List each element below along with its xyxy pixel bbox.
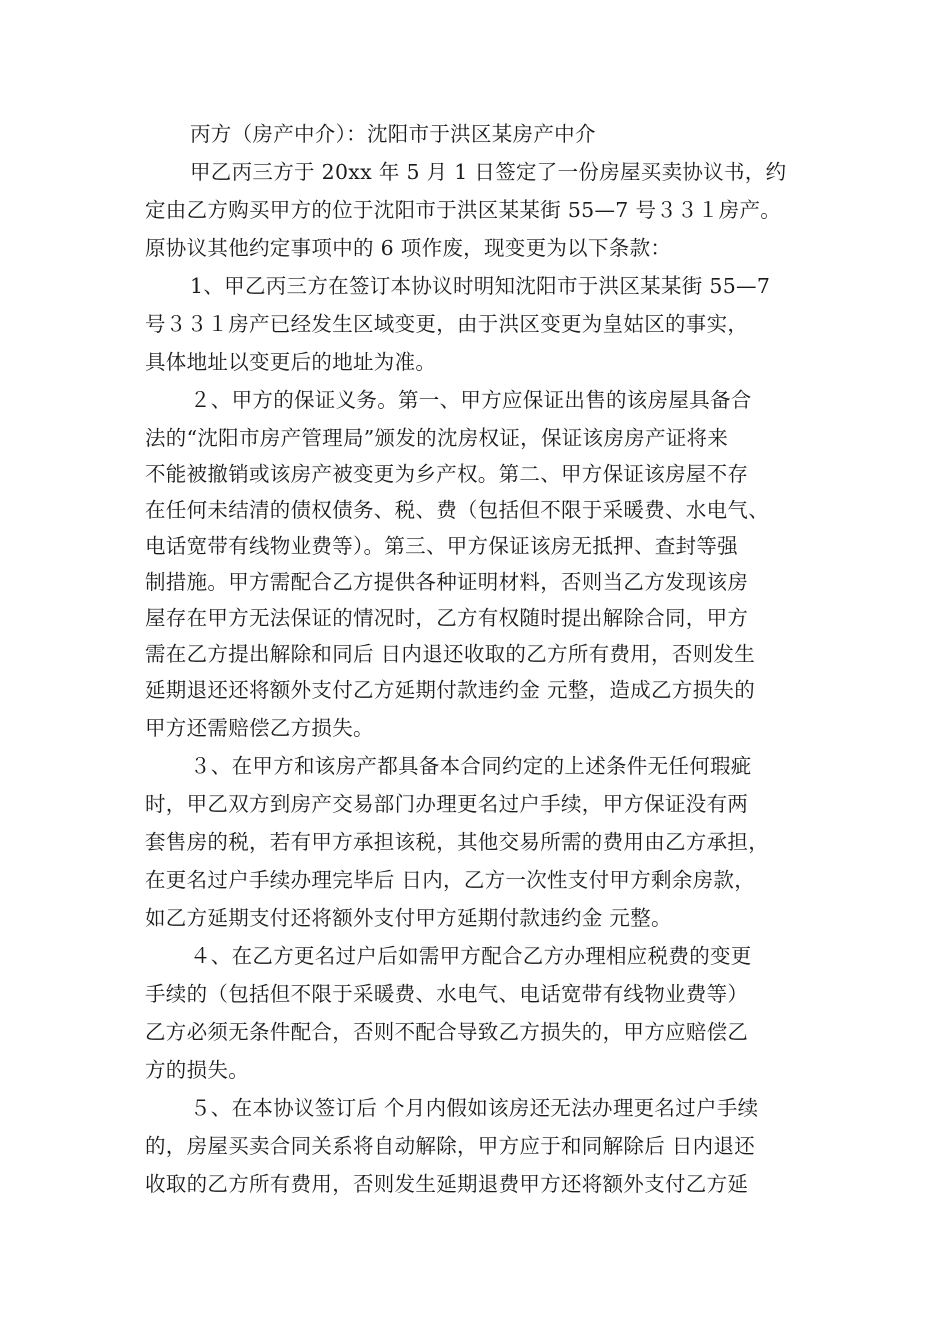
- clause-3-line: 套售房的税，若有甲方承担该税，其他交易所需的费用由乙方承担，: [145, 830, 769, 854]
- text-line: 定由乙方购买甲方的位于沈阳市于洪区某某街 55—7 号３３１房产。: [145, 198, 782, 222]
- clause-2-line: 制措施。甲方需配合乙方提供各种证明材料，否则当乙方发现该房: [145, 570, 749, 594]
- clause-4-line: ４、在乙方更名过户后如需甲方配合乙方办理相应税费的变更: [190, 944, 752, 968]
- clause-1-line: 号３３１房产已经发生区域变更，由于洪区变更为皇姑区的事实，: [145, 312, 749, 336]
- clause-2-line: 延期退还还将额外支付乙方延期付款违约金 元整，造成乙方损失的: [145, 678, 756, 702]
- clause-3-line: ３、在甲方和该房产都具备本合同约定的上述条件无任何瑕疵: [190, 754, 752, 778]
- clause-4-line: 方的损失。: [145, 1058, 249, 1082]
- clause-3-line: 在更名过户手续办理完毕后 日内，乙方一次性支付甲方剩余房款，: [145, 868, 756, 892]
- clause-4-line: 乙方必须无条件配合，否则不配合导致乙方损失的，甲方应赔偿乙: [145, 1020, 749, 1044]
- clause-2-line: 电话宽带有线物业费等）。第三、甲方保证该房无抵押、查封等强: [145, 534, 738, 558]
- clause-2-line: 屋存在甲方无法保证的情况时，乙方有权随时提出解除合同，甲方: [145, 606, 749, 630]
- clause-1-line: 1、甲乙丙三方在签订本协议时明知沈阳市于洪区某某街 55—7: [190, 274, 771, 298]
- clause-2-line: 需在乙方提出解除和同后 日内退还收取的乙方所有费用，否则发生: [145, 642, 756, 666]
- text-line: 原协议其他约定事项中的 6 项作废，现变更为以下条款：: [145, 236, 672, 260]
- clause-3-line: 时，甲乙双方到房产交易部门办理更名过户手续，甲方保证没有两: [145, 792, 749, 816]
- clause-1-line: 具体地址以变更后的地址为准。: [145, 350, 437, 374]
- clause-4-line: 手续的（包括但不限于采暖费、水电气、电话宽带有线物业费等）: [145, 982, 749, 1006]
- clause-2-line: 在任何未结清的债权债务、税、费（包括但不限于采暖费、水电气、: [145, 498, 769, 522]
- clause-5-line: ５、在本协议签订后 个月内假如该房还无法办理更名过户手续: [190, 1096, 759, 1120]
- clause-5-line: 的，房屋买卖合同关系将自动解除，甲方应于和同解除后 日内退还: [145, 1134, 756, 1158]
- clause-2-line: ２、甲方的保证义务。第一、甲方应保证出售的该房屋具备合: [190, 388, 752, 412]
- clause-2-line: 不能被撤销或该房产被变更为乡产权。第二、甲方保证该房屋不存: [145, 462, 749, 486]
- clause-3-line: 如乙方延期支付还将额外支付甲方延期付款违约金 元整。: [145, 906, 672, 930]
- text-line: 甲乙丙三方于 20xx 年 5 月 1 日签定了一份房屋买卖协议书，约: [190, 160, 787, 184]
- clause-2-line: 甲方还需赔偿乙方损失。: [145, 716, 374, 740]
- clause-2-line: 法的“沈阳市房产管理局”颁发的沈房权证，保证该房房产证将来: [145, 426, 729, 450]
- clause-5-line: 收取的乙方所有费用，否则发生延期退费甲方还将额外支付乙方延: [145, 1172, 749, 1196]
- text-line-intermediary: 丙方（房产中介）：沈阳市于洪区某房产中介: [190, 122, 596, 146]
